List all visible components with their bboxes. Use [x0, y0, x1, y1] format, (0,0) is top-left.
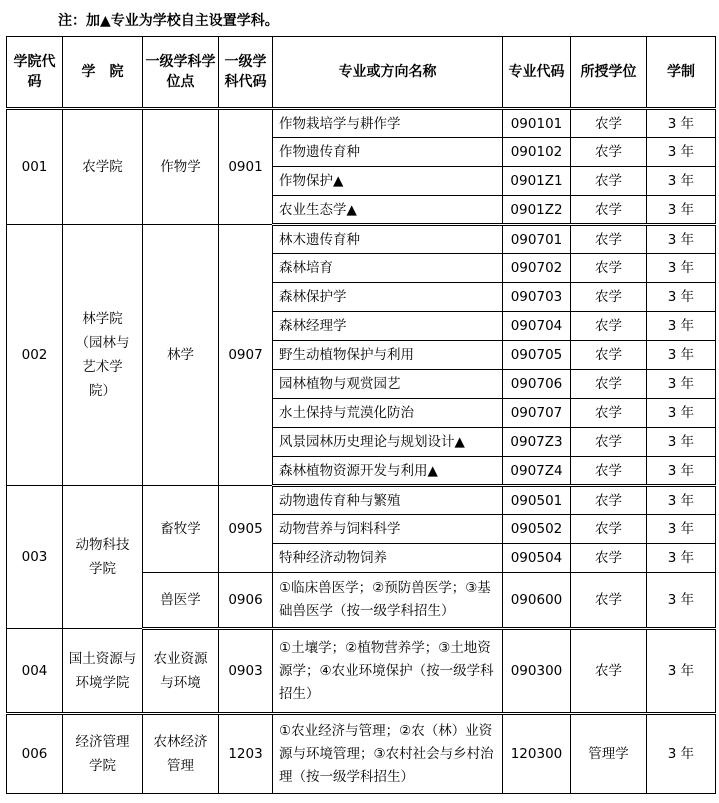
- college-name: 经济管理学院: [63, 714, 143, 794]
- header-college-code: 学院代码: [7, 37, 63, 109]
- degree: 农学: [571, 629, 647, 714]
- college-name: 国土资源与环境学院: [63, 629, 143, 714]
- major-code: 090501: [503, 486, 571, 515]
- major-code: 0901Z1: [503, 167, 571, 196]
- header-discipline-code: 一级学科代码: [219, 37, 273, 109]
- degree: 农学: [571, 196, 647, 225]
- major-name: 森林植物资源开发与利用▲: [273, 457, 503, 486]
- degree: 农学: [571, 486, 647, 515]
- header-duration: 学制: [647, 37, 716, 109]
- degree: 农学: [571, 167, 647, 196]
- table-row: [7, 225, 716, 254]
- major-name: 水土保持与荒漠化防治: [273, 399, 503, 428]
- major-name: 园林植物与观赏园艺: [273, 370, 503, 399]
- major-code: 120300: [503, 714, 571, 794]
- degree: 农学: [571, 254, 647, 283]
- degree: 农学: [571, 109, 647, 138]
- degree: 农学: [571, 225, 647, 254]
- duration: 3 年: [647, 515, 716, 544]
- discipline-code: 0901: [219, 109, 273, 225]
- degree: 管理学: [571, 714, 647, 794]
- discipline-name: 农业资源与环境: [143, 629, 219, 714]
- degree: 农学: [571, 544, 647, 573]
- duration: 3 年: [647, 109, 716, 138]
- major-name: 森林经理学: [273, 312, 503, 341]
- header-degree: 所授学位: [571, 37, 647, 109]
- major-name: ①土壤学；②植物营养学；③土地资源学；④农业环境保护（按一级学科招生）: [273, 629, 503, 714]
- college-name: 林学院（园林与艺术学院）: [63, 225, 143, 486]
- major-code: 090504: [503, 544, 571, 573]
- major-name: 动物遗传育种与繁殖: [273, 486, 503, 515]
- duration: 3 年: [647, 428, 716, 457]
- discipline-code: 0907: [219, 225, 273, 486]
- college-code: 003: [7, 486, 63, 629]
- college-code: 004: [7, 629, 63, 714]
- major-name: ①临床兽医学；②预防兽医学；③基础兽医学（按一级学科招生）: [273, 573, 503, 629]
- major-name: 风景园林历史理论与规划设计▲: [273, 428, 503, 457]
- major-code: 0901Z2: [503, 196, 571, 225]
- discipline-code: 1203: [219, 714, 273, 794]
- college-name: 农学院: [63, 109, 143, 225]
- degree: 农学: [571, 283, 647, 312]
- major-code: 090101: [503, 109, 571, 138]
- major-name: 林木遗传育种: [273, 225, 503, 254]
- duration: 3 年: [647, 399, 716, 428]
- major-name: 森林培育: [273, 254, 503, 283]
- major-name: 森林保护学: [273, 283, 503, 312]
- degree: 农学: [571, 573, 647, 629]
- duration: 3 年: [647, 138, 716, 167]
- discipline-code: 0906: [219, 573, 273, 629]
- duration: 3 年: [647, 167, 716, 196]
- discipline-code: 0903: [219, 629, 273, 714]
- header-major-code: 专业代码: [503, 37, 571, 109]
- duration: 3 年: [647, 629, 716, 714]
- major-code: 0907Z4: [503, 457, 571, 486]
- major-code: 090502: [503, 515, 571, 544]
- major-code: 090704: [503, 312, 571, 341]
- major-code: 090701: [503, 225, 571, 254]
- major-name: ①农业经济与管理；②农（林）业资源与环境管理；③农村社会与乡村治理（按一级学科招生）: [273, 714, 503, 794]
- discipline-name: 作物学: [143, 109, 219, 225]
- table-row: [7, 629, 716, 714]
- majors-table: [6, 36, 716, 794]
- duration: 3 年: [647, 196, 716, 225]
- major-code: 090707: [503, 399, 571, 428]
- header-college: 学 院: [63, 37, 143, 109]
- table-row: [7, 714, 716, 794]
- degree: 农学: [571, 370, 647, 399]
- major-code: 090705: [503, 341, 571, 370]
- major-name: 野生动植物保护与利用: [273, 341, 503, 370]
- duration: 3 年: [647, 544, 716, 573]
- discipline-name: 兽医学: [143, 573, 219, 629]
- table-row: [7, 486, 716, 515]
- college-code: 001: [7, 109, 63, 225]
- duration: 3 年: [647, 370, 716, 399]
- duration: 3 年: [647, 225, 716, 254]
- major-name: 作物保护▲: [273, 167, 503, 196]
- major-code: 090706: [503, 370, 571, 399]
- table-row: [7, 109, 716, 138]
- degree: 农学: [571, 457, 647, 486]
- duration: 3 年: [647, 312, 716, 341]
- duration: 3 年: [647, 714, 716, 794]
- header-major-name: 专业或方向名称: [273, 37, 503, 109]
- major-code: 090600: [503, 573, 571, 629]
- major-name: 特种经济动物饲养: [273, 544, 503, 573]
- major-name: 作物栽培学与耕作学: [273, 109, 503, 138]
- header-row: [7, 37, 716, 109]
- major-code: 090703: [503, 283, 571, 312]
- duration: 3 年: [647, 573, 716, 629]
- major-code: 090300: [503, 629, 571, 714]
- degree: 农学: [571, 399, 647, 428]
- discipline-name: 农林经济管理: [143, 714, 219, 794]
- degree: 农学: [571, 312, 647, 341]
- duration: 3 年: [647, 254, 716, 283]
- major-code: 090102: [503, 138, 571, 167]
- table-note: 注：加▲专业为学校自主设置学科。: [58, 13, 279, 29]
- major-name: 农业生态学▲: [273, 196, 503, 225]
- degree: 农学: [571, 428, 647, 457]
- college-code: 006: [7, 714, 63, 794]
- major-code: 090702: [503, 254, 571, 283]
- college-code: 002: [7, 225, 63, 486]
- major-code: 0907Z3: [503, 428, 571, 457]
- duration: 3 年: [647, 283, 716, 312]
- discipline-name: 林学: [143, 225, 219, 486]
- duration: 3 年: [647, 341, 716, 370]
- header-discipline: 一级学科学位点: [143, 37, 219, 109]
- discipline-code: 0905: [219, 486, 273, 573]
- degree: 农学: [571, 341, 647, 370]
- degree: 农学: [571, 515, 647, 544]
- major-name: 动物营养与饲料科学: [273, 515, 503, 544]
- duration: 3 年: [647, 486, 716, 515]
- college-name: 动物科技学院: [63, 486, 143, 629]
- degree: 农学: [571, 138, 647, 167]
- major-name: 作物遗传育种: [273, 138, 503, 167]
- discipline-name: 畜牧学: [143, 486, 219, 573]
- duration: 3 年: [647, 457, 716, 486]
